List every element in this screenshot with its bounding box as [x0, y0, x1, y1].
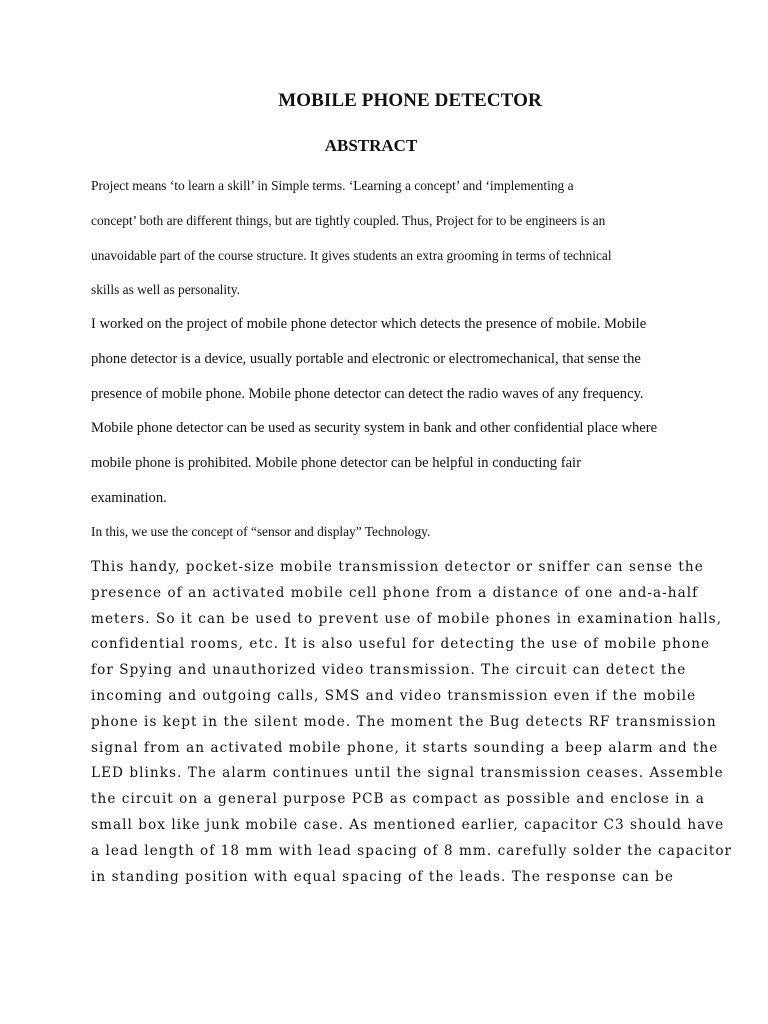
text-line: in standing position with equal spacing of the leads. The response can be — [91, 868, 674, 885]
text-line: examination. — [91, 489, 167, 506]
paragraph-project-definition — [91, 176, 691, 315]
text-line: for Spying and unauthorized video transmission. The circuit can detect the — [91, 662, 687, 679]
text-line: signal from an activated mobile phone, it starts sounding a beep alarm and the — [91, 739, 719, 756]
paragraph-concept — [91, 522, 691, 542]
text-line: presence of an activated mobile cell phone from a distance of one and-a-half — [91, 584, 699, 601]
paragraph-project-description — [91, 314, 691, 523]
text-line: the circuit on a general purpose PCB as compact as possible and enclose in a — [91, 791, 705, 808]
text-line: Project means ‘to learn a skill’ in Simple terms. ‘Learning a concept’ and ‘implementing a — [91, 178, 574, 193]
text-line: confidential rooms, etc. It is also useful for detecting the use of mobile phone — [91, 636, 711, 653]
text-line: Mobile phone detector can be used as security system in bank and other confidential place where — [91, 420, 658, 437]
text-line: small box like junk mobile case. As mentioned earlier, capacitor C3 should have — [91, 816, 725, 833]
text-line: mobile phone is prohibited. Mobile phone detector can be helpful in conducting fair — [91, 455, 581, 472]
document-title: MOBILE PHONE DETECTOR — [278, 90, 542, 111]
text-line: I worked on the project of mobile phone detector which detects the presence of mobile. Mobile — [91, 316, 647, 332]
text-line: incoming and outgoing calls, SMS and video transmission even if the mobile — [91, 687, 697, 704]
text-line: a lead length of 18 mm with lead spacing of 8 mm. carefully solder the capacitor — [91, 842, 733, 859]
text-line: concept’ both are different things, but are tightly coupled. Thus, Project for to be engineers is an — [91, 212, 606, 228]
section-heading-abstract: ABSTRACT — [324, 136, 418, 155]
text-line: LED blinks. The alarm continues until the signal transmission ceases. Assemble — [91, 765, 724, 782]
text-line: skills as well as personality. — [91, 282, 241, 298]
text-line: phone detector is a device, usually portable and electronic or electromechanical, that sense the — [91, 350, 641, 367]
text-line: meters. So it can be used to prevent use of mobile phones in examination halls, — [91, 610, 723, 627]
paragraph-circuit-details — [91, 557, 733, 892]
text-line: unavoidable part of the course structure. It gives students an extra grooming in terms of technical — [91, 247, 612, 263]
text-line: This handy, pocket-size mobile transmission detector or sniffer can sense the — [91, 559, 704, 575]
text-line: presence of mobile phone. Mobile phone detector can detect the radio waves of any frequency. — [91, 385, 644, 402]
text-line: In this, we use the concept of “sensor and display” Technology. — [91, 524, 431, 539]
text-line: phone is kept in the silent mode. The moment the Bug detects RF transmission — [91, 713, 717, 730]
